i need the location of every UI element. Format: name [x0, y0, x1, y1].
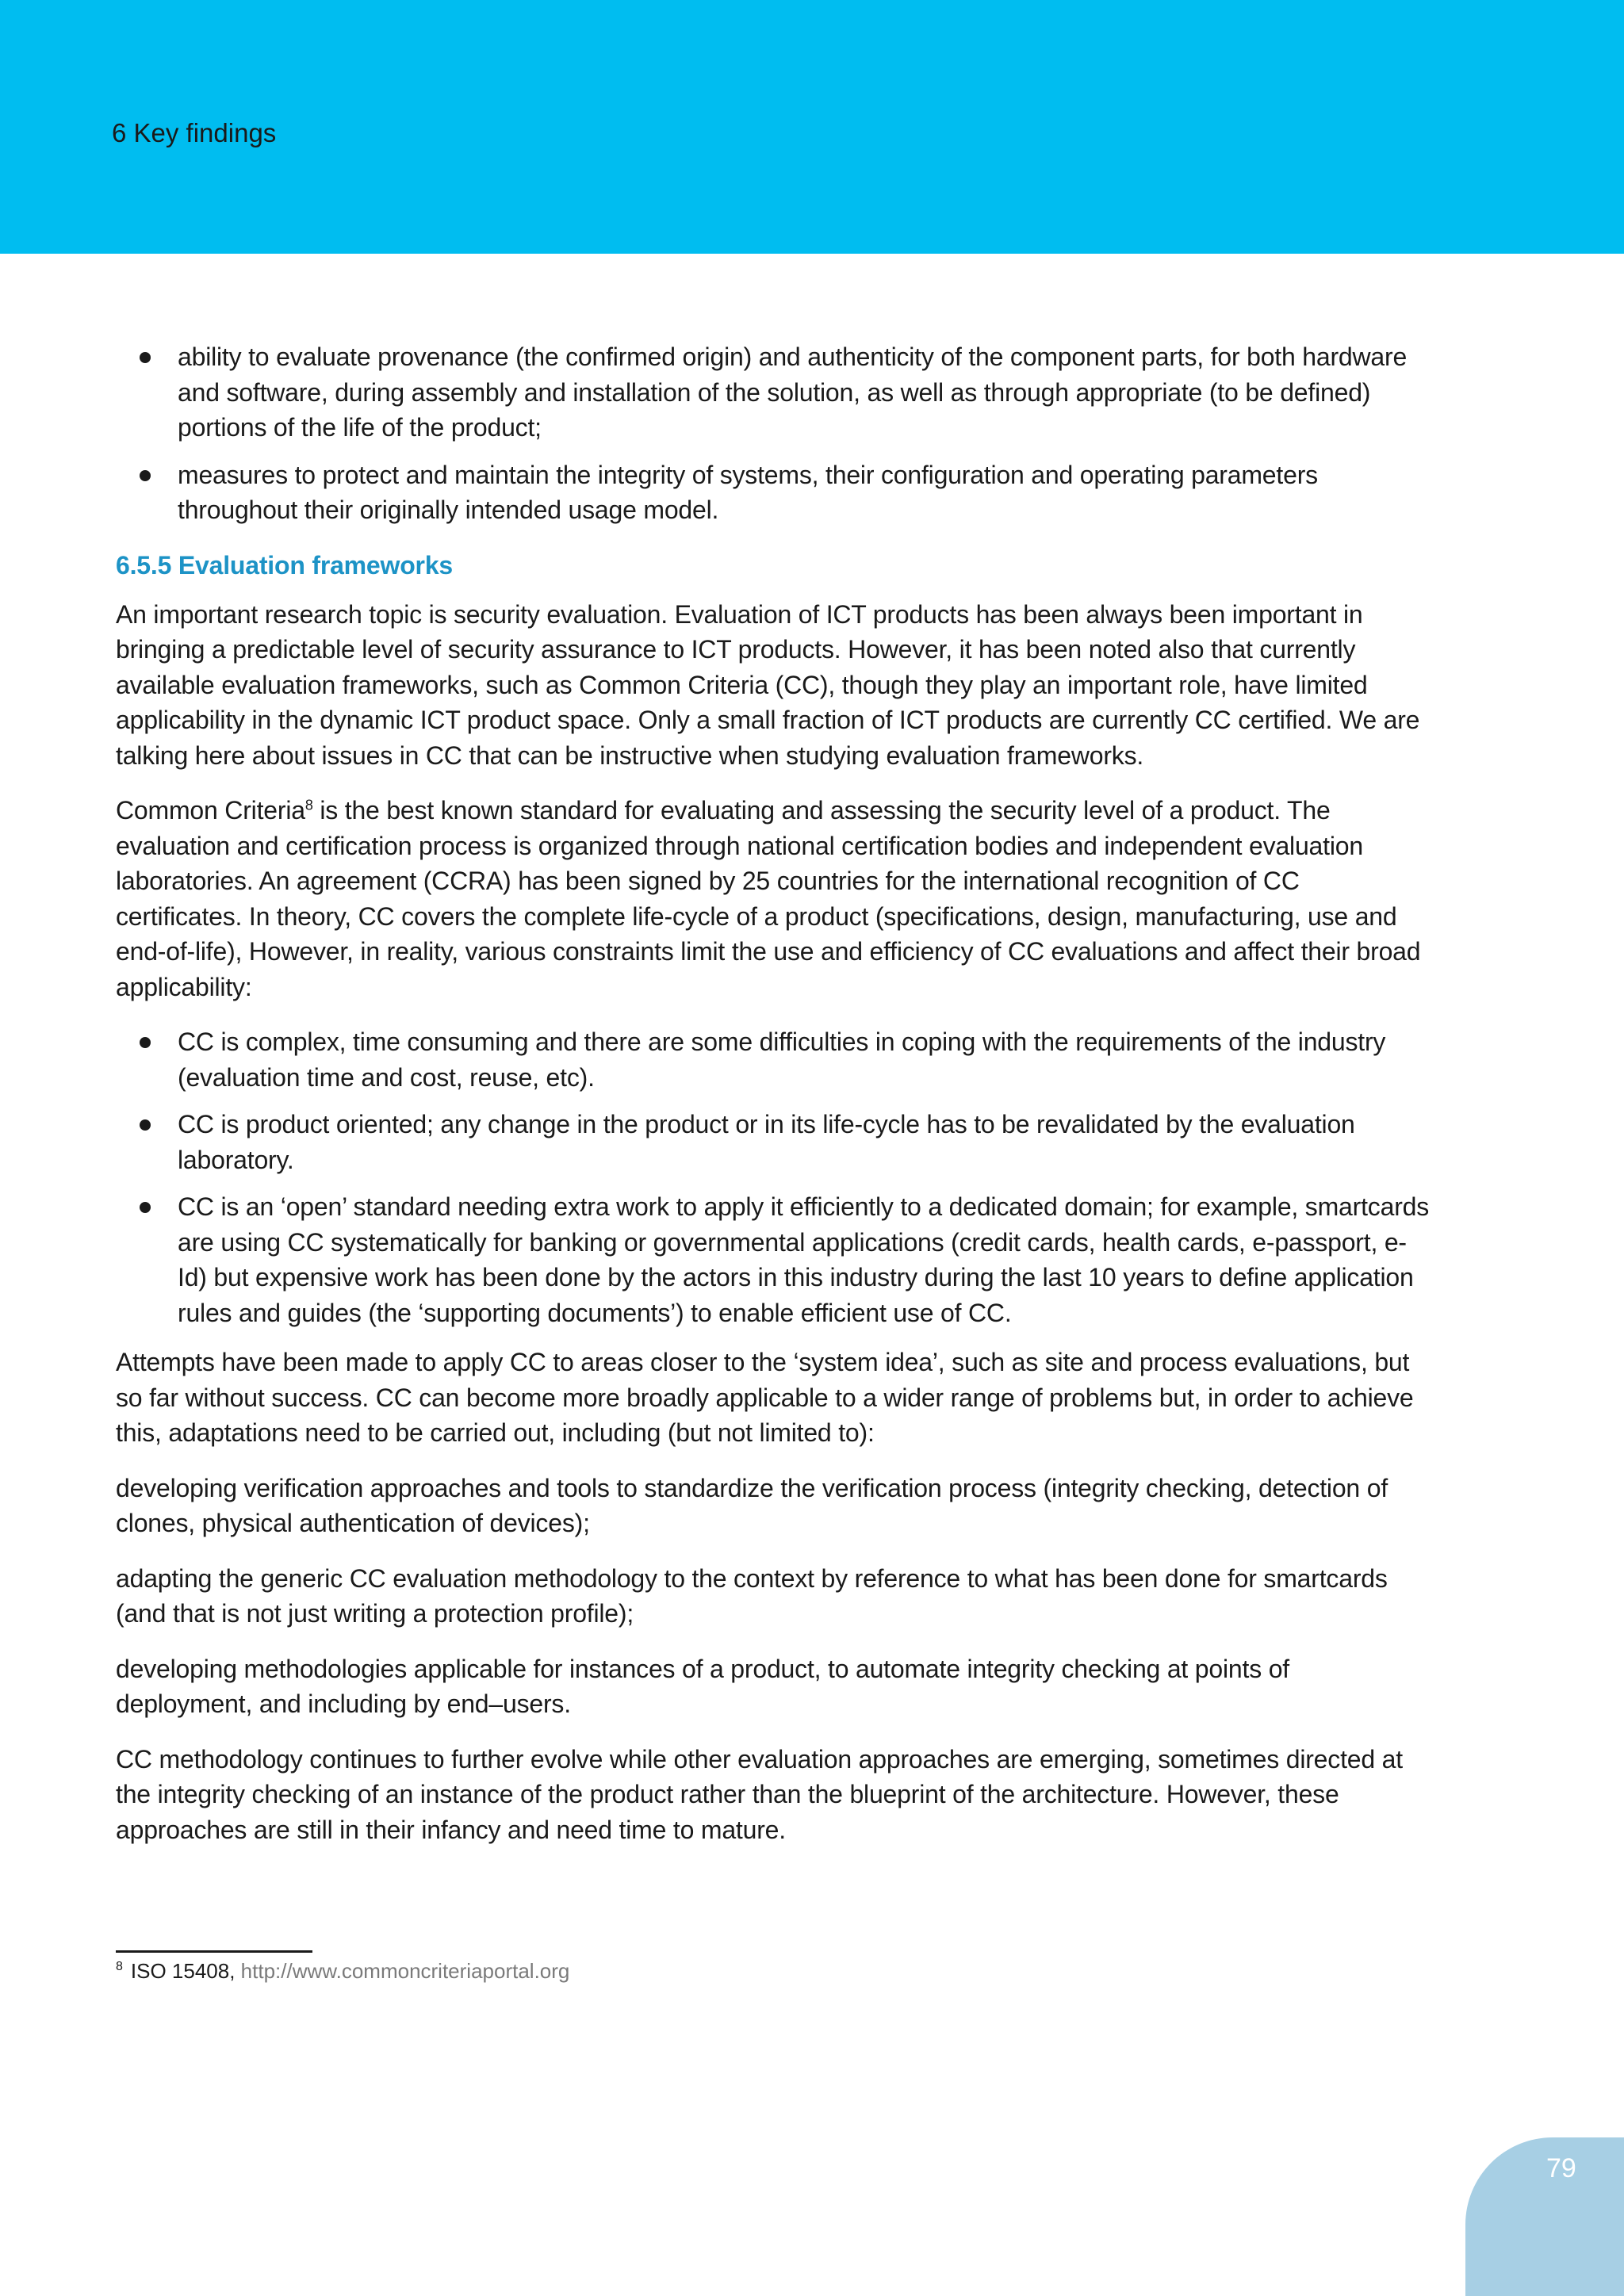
page-number: 79 [1546, 2153, 1576, 2183]
footnote-reference[interactable]: 8 [304, 797, 313, 813]
list-item [116, 1024, 1432, 1095]
intro-bullet-list [116, 339, 1432, 528]
section-heading: 6.5.5 Evaluation frameworks [116, 550, 454, 580]
bullet-icon [140, 1202, 151, 1213]
bullet-icon [140, 1119, 151, 1131]
list-item-text: CC is product oriented; any change in the product or in its life-cycle has to be revalidated by the evaluation laboratory. [178, 1110, 1355, 1174]
footnote-divider [116, 1950, 312, 1953]
bullet-icon [140, 1037, 151, 1048]
paragraph [116, 793, 1432, 1004]
list-item [116, 457, 1432, 528]
list-item [116, 1189, 1432, 1330]
footnote-number: 8 [116, 1960, 123, 1974]
paragraph: Attempts have been made to apply CC to areas closer to the ‘system idea’, such as site and process evaluations, but so far without success. CC can become more broadly applicable to a wider range of problems but, in order to achieve this, adaptations need to be carried out, including (but not limited to): [116, 1348, 1414, 1447]
bullet-icon [140, 470, 151, 481]
section-title: 6 Key findings [112, 118, 277, 147]
page-number-tab [1465, 2137, 1624, 2296]
list-item [116, 339, 1432, 446]
list-item-text: CC is complex, time consuming and there are some difficulties in coping with the requirements of the industry (evaluation time and cost, reuse, etc). [178, 1027, 1386, 1092]
paragraph: CC methodology continues to further evolve while other evaluation approaches are emerging, sometimes directed at the integrity checking of an instance of the product rather than the blueprint of the architecture. However, these approaches are still in their infancy and need time to mature. [116, 1744, 1403, 1844]
list-item-text: ability to evaluate provenance (the confirmed origin) and authenticity of the component parts, for both hardware and software, during assembly and installation of the solution, as well as through appropriate (to be defined) portions of the life of the product; [178, 342, 1408, 442]
paragraph: adapting the generic CC evaluation methodology to the context by reference to what has been done for smartcards (and that is not just writing a protection profile); [116, 1563, 1388, 1628]
footnote-link[interactable]: http://www.commoncriteriaportal.org [240, 1959, 570, 1983]
list-item-text: CC is an ‘open’ standard needing extra work to apply it efficiently to a dedicated domain; for example, smartcards are using CC systematically for banking or governmental applications (credit cards, health cards, e-passport, e-Id) but expensive work has been done by the actors in this industry during the last 10 years to define application rules and guides (the ‘supporting documents’) to enable efficient use of CC. [178, 1192, 1430, 1327]
list-item [116, 1107, 1432, 1177]
main-content [116, 339, 1432, 1867]
paragraph: developing methodologies applicable for instances of a product, to automate integrity checking at points of deployment, and including by end–users. [116, 1654, 1289, 1718]
cc-bullet-list [116, 1024, 1432, 1330]
paragraph: developing verification approaches and tools to standardize the verification process (integrity checking, detection of clones, physical authentication of devices); [116, 1473, 1388, 1537]
bullet-icon [140, 352, 151, 363]
footnote [116, 1957, 569, 1985]
list-item-text: measures to protect and maintain the integrity of systems, their configuration and operating parameters throughout their originally intended usage model. [178, 460, 1318, 524]
paragraph: An important research topic is security evaluation. Evaluation of ICT products has been always been important in bringing a predictable level of security assurance to ICT products. However, it has been noted also that currently available evaluation frameworks, such as Common Criteria (CC), though they play an important role, have limited applicability in the dynamic ICT product space. Only a small fraction of ICT products are currently CC certified. We are talking here about issues in CC that can be instructive when studying evaluation frameworks. [116, 599, 1420, 770]
paragraph-text: is the best known standard for evaluating and assessing the security level of a product. The evaluation and certification process is organized through national certification bodies and independent evaluation laboratories. An agreement (CCRA) has been signed by 25 countries for the international recognition of CC certificates. In theory, CC covers the complete life-cycle of a product (specifications, design, manufacturing, use and end-of-life), However, in reality, various constraints limit the use and efficiency of CC evaluations and affect their broad applicability: [116, 796, 1421, 1001]
paragraph-lead: Common Criteria [116, 796, 305, 825]
footnote-text: ISO 15408, [130, 1959, 241, 1983]
